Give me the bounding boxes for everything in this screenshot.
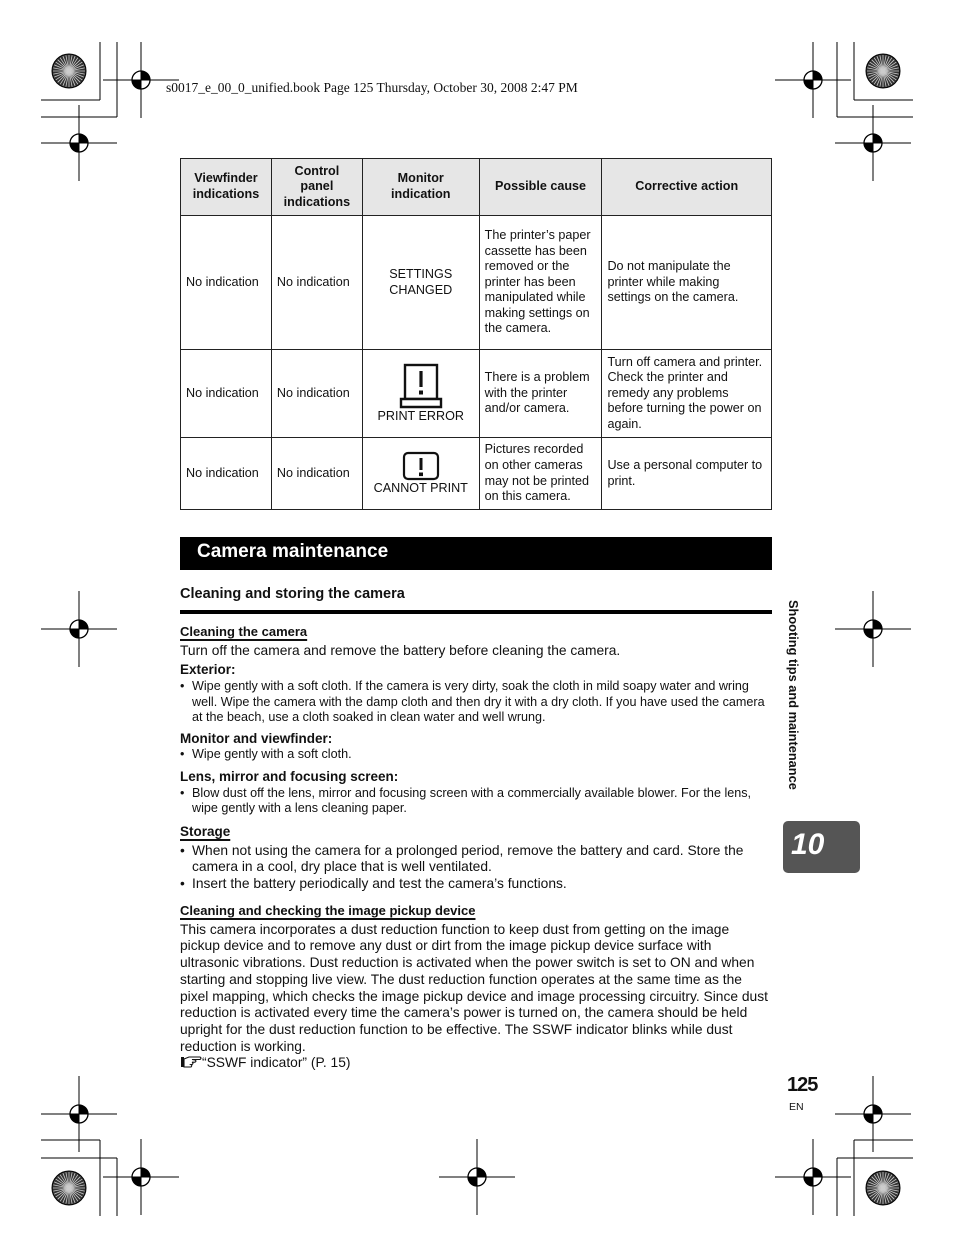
- reference-hand-icon: [180, 1055, 202, 1068]
- pickup-heading: Cleaning and checking the image pickup device: [180, 903, 476, 918]
- col-possible-cause: Possible cause: [479, 159, 602, 216]
- monitor-text: CANNOT PRINT: [373, 480, 468, 495]
- storage-section: [180, 824, 772, 893]
- reference-text: “SSWF indicator” (P. 15): [202, 1055, 351, 1071]
- table-row: [181, 216, 772, 350]
- col-viewfinder: Viewfinder indications: [181, 159, 272, 216]
- cannot-print-icon: [402, 451, 440, 481]
- pickup-text: This camera incorporates a dust reduction function to keep dust from getting on the image pickup device and to remove any dust or dirt from the image pickup device surface with ultrasonic vibrations. Dust reduction is activated when the power switch is set to ON and when starting and stopping live view. The dust reduction function operates at the same time as the pixel mapping, which checks the image pickup device and image processing circuitry. Since dust reduction is activated every time the camera’s power is turned on, the camera should be held upright for the dust reduction function to be effective. The SSWF indicator blinks while dust reduction is working.: [180, 921, 768, 1054]
- cleaning-intro: Turn off the camera and remove the battery before cleaning the camera.: [180, 642, 621, 658]
- viewfinder-cell: No indication: [181, 216, 272, 350]
- pickup-section: [180, 903, 772, 1072]
- monitor-item: • Wipe gently with a soft cloth.: [180, 747, 352, 762]
- lens-text: Blow dust off the lens, mirror and focusing screen with a commercially available blower. For the lens, wipe gently with a lens cleaning paper.: [192, 785, 752, 816]
- cleaning-heading: Cleaning the camera: [180, 624, 308, 639]
- section-banner: [180, 537, 772, 570]
- table-row: [181, 438, 772, 510]
- monitor-text: PRINT ERROR: [377, 408, 465, 423]
- table-header-row: [181, 159, 772, 216]
- cleaning-section: [180, 624, 772, 817]
- viewfinder-cell: No indication: [181, 438, 272, 510]
- monitor-cell: [362, 350, 479, 438]
- reference-line: [180, 1055, 772, 1072]
- exterior-text: Wipe gently with a soft cloth. If the camera is very dirty, soak the cloth in mild soapy water and wring well. Wipe the camera with the damp cloth and then dry it with a dry cloth. If you have used the camera at the beach, use a cloth soaked in clean water and well wrung.: [192, 679, 765, 725]
- side-tab-text: Shooting tips and maintenance: [786, 600, 801, 790]
- monitor-text: SETTINGS CHANGED: [389, 266, 453, 297]
- monitor-cell: [362, 216, 479, 350]
- exterior-label: Exterior:: [180, 662, 236, 678]
- lens-label: Lens, mirror and focusing screen:: [180, 769, 399, 785]
- col-control-panel: Control panel indications: [271, 159, 362, 216]
- storage-heading: Storage: [180, 824, 231, 839]
- side-tab-label: [783, 600, 801, 816]
- chapter-tab: [783, 821, 860, 873]
- print-header: s0017_e_00_0_unified.book Page 125 Thursday, October 30, 2008 2:47 PM: [166, 80, 578, 95]
- exterior-item: • Wipe gently with a soft cloth. If the camera is very dirty, soak the cloth in mild soapy water and wring well. Wipe the camera with the damp cloth and then dry it with a dry cloth. If you have used the camera at the beach, use a cloth soaked in clean water and well wrung.: [180, 679, 765, 725]
- action-cell: Use a personal computer to print.: [602, 438, 772, 510]
- chapter-number: 10: [791, 828, 825, 861]
- lens-item: • Blow dust off the lens, mirror and focusing screen with a commercially available blower. For the lens, wipe gently with a lens cleaning paper.: [180, 785, 752, 816]
- monitor-care-text: Wipe gently with a soft cloth.: [192, 747, 352, 762]
- table-row: [181, 350, 772, 438]
- cause-cell: Pictures recorded on other cameras may not be printed on this camera.: [479, 438, 602, 510]
- divider: [180, 610, 772, 614]
- col-corrective-action: Corrective action: [602, 159, 772, 216]
- cause-cell: There is a problem with the printer and/or camera.: [479, 350, 602, 438]
- viewfinder-cell: No indication: [181, 350, 272, 438]
- storage-item-text: When not using the camera for a prolonged period, remove the battery and card. Store the camera in a cool, dry place that is well ventilated.: [192, 842, 744, 875]
- print-error-icon: [399, 363, 443, 409]
- action-cell: Do not manipulate the printer while making settings on the camera.: [602, 216, 772, 350]
- language-code: EN: [789, 1101, 804, 1113]
- section-title: Camera maintenance: [197, 541, 389, 562]
- list-item: • Insert the battery periodically and test the camera’s functions.: [180, 876, 567, 892]
- action-cell: Turn off camera and printer. Check the printer and remedy any problems before turning the power on again.: [602, 350, 772, 438]
- monitor-cell: [362, 438, 479, 510]
- storage-item-text: Insert the battery periodically and test the camera’s functions.: [192, 876, 567, 892]
- section-subtitle: Cleaning and storing the camera: [180, 586, 405, 602]
- control-cell: No indication: [271, 438, 362, 510]
- control-cell: No indication: [271, 216, 362, 350]
- monitor-label: Monitor and viewfinder:: [180, 730, 333, 746]
- control-cell: No indication: [271, 350, 362, 438]
- error-table: [180, 158, 772, 510]
- list-item: • When not using the camera for a prolonged period, remove the battery and card. Store the camera in a cool, dry place that is well ventilated.: [180, 842, 744, 875]
- page-number: 125: [787, 1074, 818, 1096]
- cause-cell: The printer’s paper cassette has been removed or the printer has been manipulated while making settings on the camera.: [479, 216, 602, 350]
- col-monitor: Monitor indication: [362, 159, 479, 216]
